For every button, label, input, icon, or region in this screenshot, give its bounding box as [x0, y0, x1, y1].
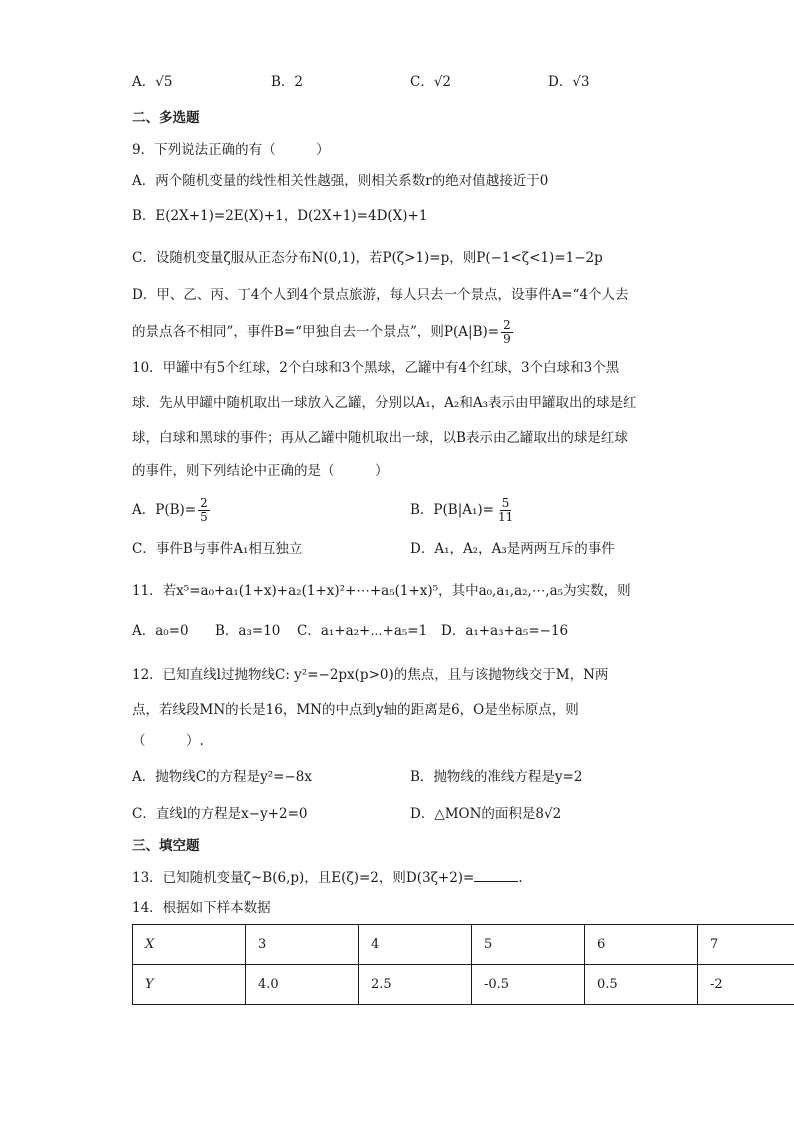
table-cell: 3 — [246, 925, 359, 965]
q12-option-c: C．直线l的方程是x−y+2=0 — [132, 806, 308, 822]
fraction — [496, 497, 515, 524]
q9-option-d-line2 — [132, 316, 515, 348]
q10-option-a — [132, 494, 212, 526]
q10-line3: 球，白球和黑球的事件；再从乙罐中随机取出一球，以B表示由乙罐取出的球是红球 — [132, 430, 628, 446]
table-cell: 0.5 — [585, 965, 698, 1005]
q9-option-d-line1: D．甲、乙、丙、丁4个人到4个景点旅游，每人只去一个景点，设事件A=“4个人去 — [132, 287, 629, 303]
q8-option-a: A．√5 — [132, 74, 173, 90]
q11-option-d: D．a₁+a₃+a₅=−16 — [441, 623, 569, 639]
q11-option-c: C．a₁+a₂+⋯+a₅=1 — [297, 623, 428, 639]
q12-option-a: A．抛物线C的方程是y²=−8x — [132, 769, 312, 785]
section-heading-fill-in: 三、填空题 — [132, 838, 200, 854]
table-cell: Y — [133, 965, 246, 1005]
table-cell: X — [133, 925, 246, 965]
table-cell: -0.5 — [472, 965, 585, 1005]
answer-blank — [474, 867, 518, 882]
q10-option-b — [410, 494, 517, 526]
q12-option-b: B．抛物线的准线方程是y=2 — [410, 769, 583, 785]
q9-option-d-line2-text: 的景点各不相同”，事件B=“甲独自去一个景点”，则P(A|B)= — [132, 324, 500, 340]
table-row — [133, 925, 794, 965]
q8-option-d: D．√3 — [548, 74, 590, 90]
q10-line1: 10．甲罐中有5个红球，2个白球和3个黑球，乙罐中有4个红球，3个白球和3个黑 — [132, 360, 620, 376]
fraction-numerator: 5 — [501, 496, 510, 510]
q12-line3: （ ）. — [132, 733, 204, 749]
table-row — [133, 965, 794, 1005]
q11-option-b: B．a₃=10 — [215, 623, 281, 639]
q10-line4: 的事件，则下列结论中正确的是（ ） — [132, 463, 389, 479]
table-cell: 5 — [472, 925, 585, 965]
fraction-numerator: 2 — [503, 318, 511, 332]
q10-option-c: C．事件B与事件A₁相互独立 — [132, 541, 303, 557]
q8-option-c: C．√2 — [410, 74, 452, 90]
sample-data-table — [132, 924, 794, 1005]
fraction — [501, 319, 513, 346]
q9-option-b: B．E(2X+1)=2E(X)+1，D(2X+1)=4D(X)+1 — [132, 208, 428, 224]
q9-option-a: A．两个随机变量的线性相关性越强，则相关系数r的绝对值越接近于0 — [132, 173, 549, 189]
table-cell: 4 — [359, 925, 472, 965]
q13 — [132, 867, 523, 888]
q13-text: 13．已知随机变量ζ~B(6,p)，且E(ζ)=2，则D(3ζ+2)= — [132, 870, 475, 886]
fraction-denominator: 5 — [200, 510, 208, 524]
fraction — [198, 497, 210, 524]
q12-option-d: D．△MON的面积是8√2 — [410, 806, 562, 822]
q10-option-d: D．A₁，A₂，A₃是两两互斥的事件 — [410, 541, 615, 557]
q13-end: . — [518, 870, 523, 886]
table-cell: -2 — [698, 965, 794, 1005]
q9-option-c: C．设随机变量ζ服从正态分布N(0,1)，若P(ζ>1)=p，则P(−1<ζ<1)=1−2p — [132, 250, 603, 266]
section-heading-multiple-choice: 二、多选题 — [132, 110, 200, 126]
q10-option-a-text: A．P(B)= — [132, 502, 197, 518]
q11-option-a: A．a₀=0 — [132, 623, 189, 639]
q10-line2: 球．先从甲罐中随机取出一球放入乙罐，分别以A₁，A₂和A₃表示由甲罐取出的球是红 — [132, 395, 637, 411]
q10-option-b-text: B．P(B|A₁)= — [410, 502, 494, 518]
fraction-denominator: 9 — [503, 332, 511, 346]
q11-stem: 11．若x⁵=a₀+a₁(1+x)+a₂(1+x)²+⋯+a₅(1+x)⁵，其中a₀,a₁,a₂,⋯,a₅为实数，则 — [132, 583, 631, 599]
table-cell: 6 — [585, 925, 698, 965]
q8-option-b: B．2 — [271, 74, 304, 90]
table-cell: 7 — [698, 925, 794, 965]
q12-line1: 12．已知直线l过抛物线C: y²=−2px(p>0)的焦点，且与该抛物线交于M，N两 — [132, 667, 609, 683]
q14-stem: 14．根据如下样本数据 — [132, 900, 271, 916]
table-cell: 4.0 — [246, 965, 359, 1005]
q12-line2: 点，若线段MN的长是16，MN的中点到y轴的距离是6，O是坐标原点，则 — [132, 702, 579, 718]
q9-stem: 9．下列说法正确的有（ ） — [132, 142, 330, 158]
fraction-numerator: 2 — [200, 496, 208, 510]
fraction-denominator: 11 — [497, 510, 514, 524]
table-cell: 2.5 — [359, 965, 472, 1005]
